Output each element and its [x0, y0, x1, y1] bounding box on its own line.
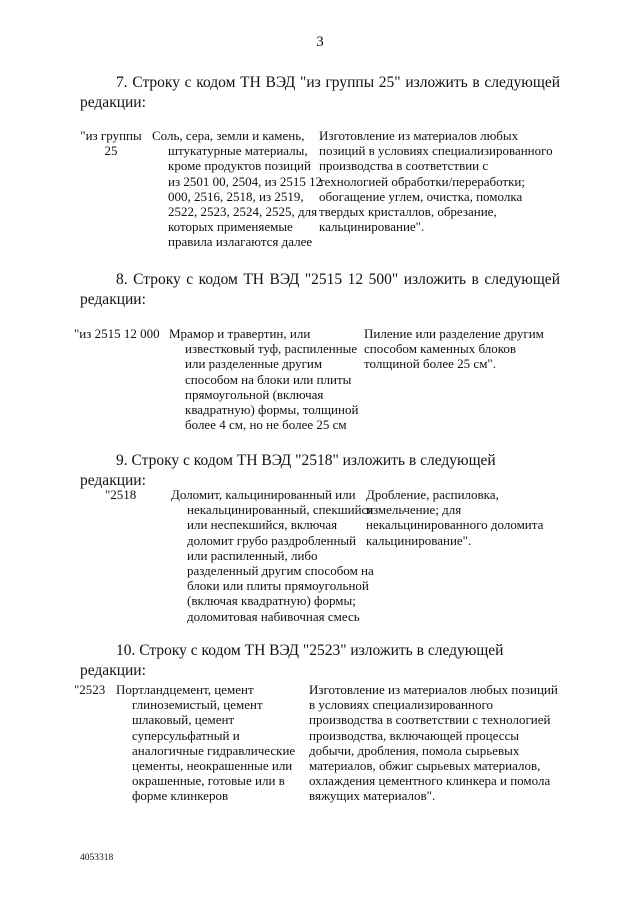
section-8-heading-line1: 8. Строку с кодом ТН ВЭД "2515 12 500" изложить в следующей [116, 271, 560, 288]
section-8-heading-line2: редакции: [80, 291, 146, 308]
section-8-code: "из 2515 12 000 [74, 326, 160, 341]
section-10-condition: Изготовление из материалов любых позиций в условиях специализированного производства в соответствии с технологией производства, включающей процессы добычи, дробления, помола сырьевых материалов, обжиг сырьевых материалов, охлаждения цементного клинкера и помола вяжущих материалов". [309, 682, 558, 804]
section-10-heading-line1: 10. Строку с кодом ТН ВЭД "2523" изложить в следующей редакции: [80, 642, 504, 679]
section-7-heading-line2: редакции: [80, 94, 146, 111]
section-10-description: Портландцемент, цемент глиноземистый, цемент шлаковый, цемент суперсульфатный и аналогичные гидравлические цементы, неокрашенные или окрашенные, готовые или в форме клинкеров [116, 682, 296, 804]
section-9-heading-line1: 9. Строку с кодом ТН ВЭД "2518" изложить в следующей редакции: [80, 452, 496, 489]
section-7-description: Соль, сера, земли и камень, штукатурные материалы, кроме продуктов позиций из 2501 00, 2504, из 2515 12 000, 2516, 2518, из 2519, 2522, 2523, 2524, 2525, для которых применяемые правила излагаются далее [152, 128, 323, 250]
section-7-heading-line1: 7. Строку с кодом ТН ВЭД "из группы 25" изложить в следующей [116, 74, 560, 91]
section-10-heading [80, 641, 560, 681]
section-9-condition: Дробление, распиловка, измельчение; для некальцинированного доломита кальцинирование". [366, 487, 544, 548]
section-8-heading [80, 270, 560, 310]
section-7-condition: Изготовление из материалов любых позиций в условиях специализированного производства в соответствии с технологией обработки/переработки; обогащение углем, очистка, помолка твердых кристаллов, обрезание, кальцинирование". [319, 128, 553, 235]
section-7-heading [80, 73, 560, 113]
section-9-description: Доломит, кальцинированный или некальцинированный, спекшийся или неспекшийся, включая доломит грубо раздробленный или распиленный, либо разделенный другим способом на блоки или плиты прямоугольной (включая квадратную) формы; доломитовая набивочная смесь [171, 487, 374, 624]
page-number: 3 [316, 34, 324, 50]
document-code: 4053318 [80, 853, 114, 863]
section-9-heading [80, 451, 560, 491]
section-8-condition: Пиление или разделение другим способом каменных блоков толщиной более 25 см". [364, 326, 544, 372]
section-7-code: "из группы 25 [80, 128, 142, 159]
section-10-code: "2523 [74, 682, 106, 697]
section-8-description: Мрамор и травертин, или известковый туф, распиленные или разделенные другим способом на блоки или плиты прямоугольной (включая квадратную) формы, толщиной более 4 см, но не более 25 см [169, 326, 359, 433]
section-9-code: "2518 [105, 487, 137, 502]
